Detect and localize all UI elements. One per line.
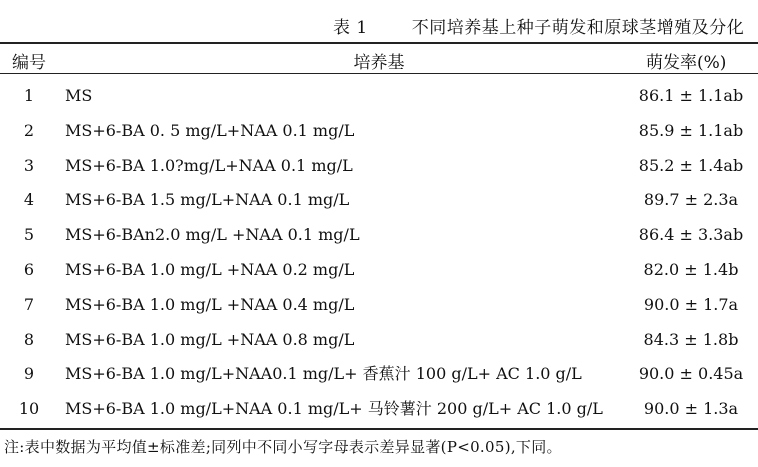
row-germination-rate: 85.9 ± 1.1ab bbox=[638, 120, 744, 140]
row-medium: MS+6-BA 1.0 mg/L +NAA 0.8 mg/L bbox=[65, 329, 355, 349]
row-germination-rate: 86.1 ± 1.1ab bbox=[638, 86, 744, 105]
row-number: 10 bbox=[18, 399, 40, 419]
row-number: 9 bbox=[23, 364, 35, 384]
table-row bbox=[0, 183, 758, 218]
row-germination-rate: 90.0 ± 1.3a bbox=[643, 399, 739, 419]
row-germination-rate: 90.0 ± 1.7a bbox=[643, 294, 739, 314]
row-number: 6 bbox=[23, 259, 35, 279]
table-row bbox=[0, 357, 758, 392]
table-row bbox=[0, 288, 758, 323]
table-row bbox=[0, 392, 758, 427]
column-header-number: 编号 bbox=[12, 53, 46, 73]
table-row bbox=[0, 218, 758, 253]
top-rule bbox=[0, 42, 758, 44]
row-medium: MS+6-BA 1.0 mg/L +NAA 0.2 mg/L bbox=[65, 259, 355, 279]
row-germination-rate: 89.7 ± 2.3a bbox=[643, 190, 739, 210]
row-germination-rate: 82.0 ± 1.4b bbox=[643, 259, 739, 279]
row-germination-rate: 85.2 ± 1.4ab bbox=[638, 155, 744, 175]
row-medium: MS+6-BA 1.0 mg/L+NAA0.1 mg/L+ 香蕉汁 100 g/L+ AC 1.0 g/L bbox=[65, 364, 582, 384]
row-number: 4 bbox=[23, 190, 35, 210]
row-medium: MS+6-BA 1.0 mg/L +NAA 0.4 mg/L bbox=[65, 294, 355, 314]
table-row bbox=[0, 323, 758, 358]
row-number: 2 bbox=[23, 120, 35, 140]
row-number: 3 bbox=[23, 155, 35, 175]
row-germination-rate: 90.0 ± 0.45a bbox=[638, 364, 744, 384]
column-header-medium: 培养基 bbox=[353, 53, 405, 73]
table-row bbox=[0, 79, 758, 114]
row-germination-rate: 86.4 ± 3.3ab bbox=[638, 225, 744, 245]
row-number: 1 bbox=[23, 86, 35, 105]
row-number: 7 bbox=[23, 294, 35, 314]
row-medium: MS bbox=[65, 86, 93, 105]
bottom-rule bbox=[0, 428, 758, 430]
row-medium: MS+6-BA 1.0 mg/L+NAA 0.1 mg/L+ 马铃薯汁 200 g/L+ AC 1.0 g/L bbox=[65, 399, 603, 419]
row-medium: MS+6-BA 0. 5 mg/L+NAA 0.1 mg/L bbox=[65, 120, 355, 140]
row-medium: MS+6-BAn2.0 mg/L +NAA 0.1 mg/L bbox=[65, 225, 360, 245]
column-header-germination-rate: 萌发率(%) bbox=[646, 53, 727, 73]
table-row bbox=[0, 149, 758, 184]
table-footnote: 注:表中数据为平均值±标准差;同列中不同小写字母表示差异显著(P<0.05),下同。 bbox=[4, 438, 562, 456]
table-caption bbox=[333, 13, 744, 38]
row-number: 5 bbox=[23, 225, 35, 245]
table-title: 不同培养基上种子萌发和原球茎增殖及分化 bbox=[411, 18, 745, 38]
header-rule bbox=[0, 73, 758, 74]
row-medium: MS+6-BA 1.5 mg/L+NAA 0.1 mg/L bbox=[65, 190, 350, 210]
table-row bbox=[0, 114, 758, 149]
row-medium: MS+6-BA 1.0?mg/L+NAA 0.1 mg/L bbox=[65, 155, 353, 175]
row-number: 8 bbox=[23, 329, 35, 349]
table-number: 表 1 bbox=[333, 18, 368, 38]
row-germination-rate: 84.3 ± 1.8b bbox=[643, 329, 739, 349]
table-row bbox=[0, 253, 758, 288]
table-body bbox=[0, 79, 758, 427]
